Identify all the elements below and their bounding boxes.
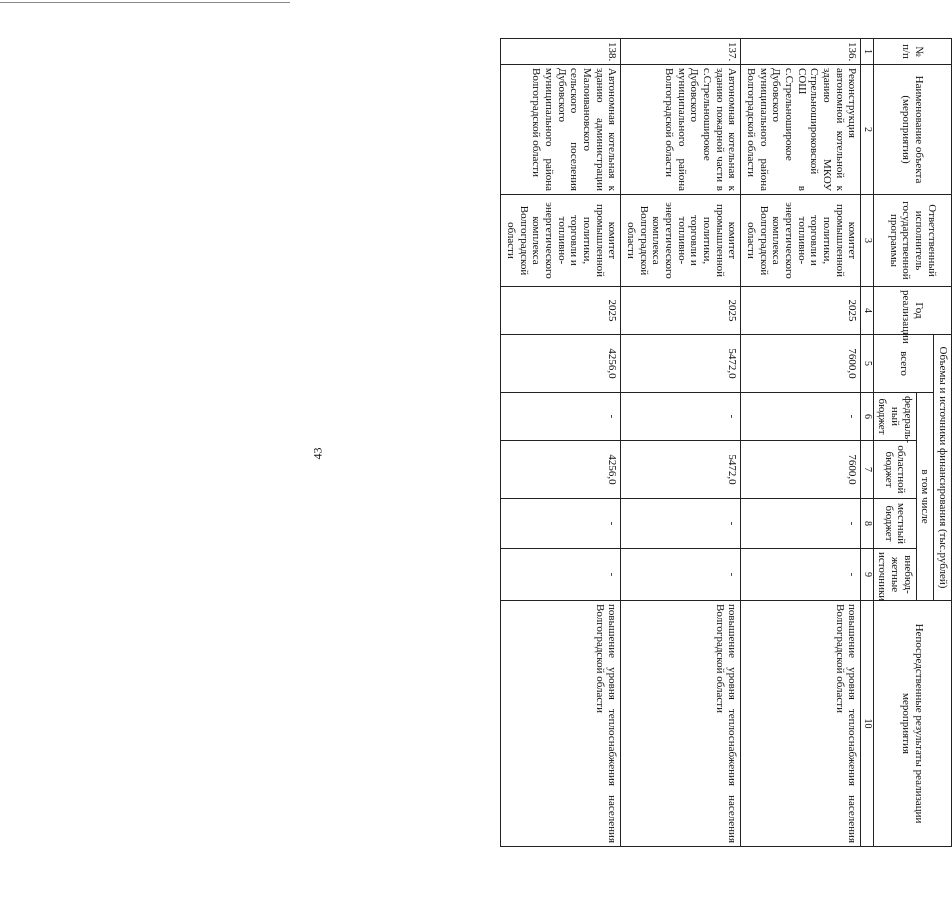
column-number-row (861, 39, 874, 847)
rotated-table-wrapper (505, 38, 952, 846)
cell-federal: - (501, 393, 621, 441)
cell-local: - (621, 499, 741, 549)
col-number: 1 (861, 39, 874, 65)
col-number: 7 (861, 441, 874, 499)
cell-total: 7600,0 (741, 335, 861, 393)
col-number: 3 (861, 195, 874, 287)
col-number: 8 (861, 499, 874, 549)
header-total: всего (873, 335, 934, 393)
cell-federal: - (741, 393, 861, 441)
cell-regional: 7600,0 (741, 441, 861, 499)
cell-year: 2025 (621, 287, 741, 335)
cell-year: 2025 (741, 287, 861, 335)
table-row (501, 39, 621, 847)
col-number: 4 (861, 287, 874, 335)
cell-no: 138. (501, 39, 621, 65)
cell-year: 2025 (501, 287, 621, 335)
table-row (741, 39, 861, 847)
col-number: 2 (861, 65, 874, 195)
cell-result: повышение уровня теплоснабжения населения Волгоградской области (741, 601, 861, 847)
cell-no: 137. (621, 39, 741, 65)
header-executor: Ответственный исполнитель государственной программы (873, 195, 951, 287)
cell-extrabudget: - (501, 549, 621, 601)
top-rule (0, 2, 290, 3)
cell-local: - (501, 499, 621, 549)
header-regional: областной бюджет (873, 441, 916, 499)
table-row (621, 39, 741, 847)
cell-object: Автономная котельная к зданию пожарной части в с.Стрельноширокое Дубовского муниципального района Волгоградской области (621, 65, 741, 195)
cell-executor: комитет промышленной политики, торговли и топливно-энергетического комплекса Волгоградской области (741, 195, 861, 287)
cell-executor: комитет промышленной политики, торговли и топливно-энергетического комплекса Волгоградской области (501, 195, 621, 287)
header-local: местный бюджет (873, 499, 916, 549)
header-extrabudget: внебюд-жетные источники (873, 549, 916, 601)
header-federal: федераль-ный бюджет (873, 393, 916, 441)
col-number: 10 (861, 601, 874, 847)
cell-no: 136. (741, 39, 861, 65)
cell-local: - (741, 499, 861, 549)
header-object: Наименование объекта (мероприятия) (873, 65, 951, 195)
header-results: Непосредственные результаты реализации мероприятия (873, 601, 951, 847)
cell-total: 5472,0 (621, 335, 741, 393)
header-volumes: Объемы и источники финансирования (тыс.рублей) (934, 335, 952, 601)
cell-federal: - (621, 393, 741, 441)
cell-extrabudget: - (621, 549, 741, 601)
cell-object: Реконструкция автономной котельной к зданию МКОУ Стрельношироковской СОШ в с.Стрельноширокое Дубовского муниципального района Волгоградской области (741, 65, 861, 195)
cell-result: повышение уровня теплоснабжения населения Волгоградской области (501, 601, 621, 847)
cell-regional: 4256,0 (501, 441, 621, 499)
page-number: 43 (310, 447, 325, 460)
cell-regional: 5472,0 (621, 441, 741, 499)
cell-total: 4256,0 (501, 335, 621, 393)
col-number: 6 (861, 393, 874, 441)
col-number: 9 (861, 549, 874, 601)
cell-result: повышение уровня теплоснабжения населения Волгоградской области (621, 601, 741, 847)
cell-executor: комитет промышленной политики, торговли и топливно-энергетического комплекса Волгоградской области (621, 195, 741, 287)
cell-extrabudget: - (741, 549, 861, 601)
header-year: Год реализации (873, 287, 951, 335)
header-no: № п/п (873, 39, 951, 65)
financing-table (500, 38, 952, 847)
cell-object: Автономная котельная к зданию администрации Малоивановского сельского поселения Дубовского муниципального района Волгоградской области (501, 65, 621, 195)
col-number: 5 (861, 335, 874, 393)
header-including: в том числе (916, 393, 934, 601)
